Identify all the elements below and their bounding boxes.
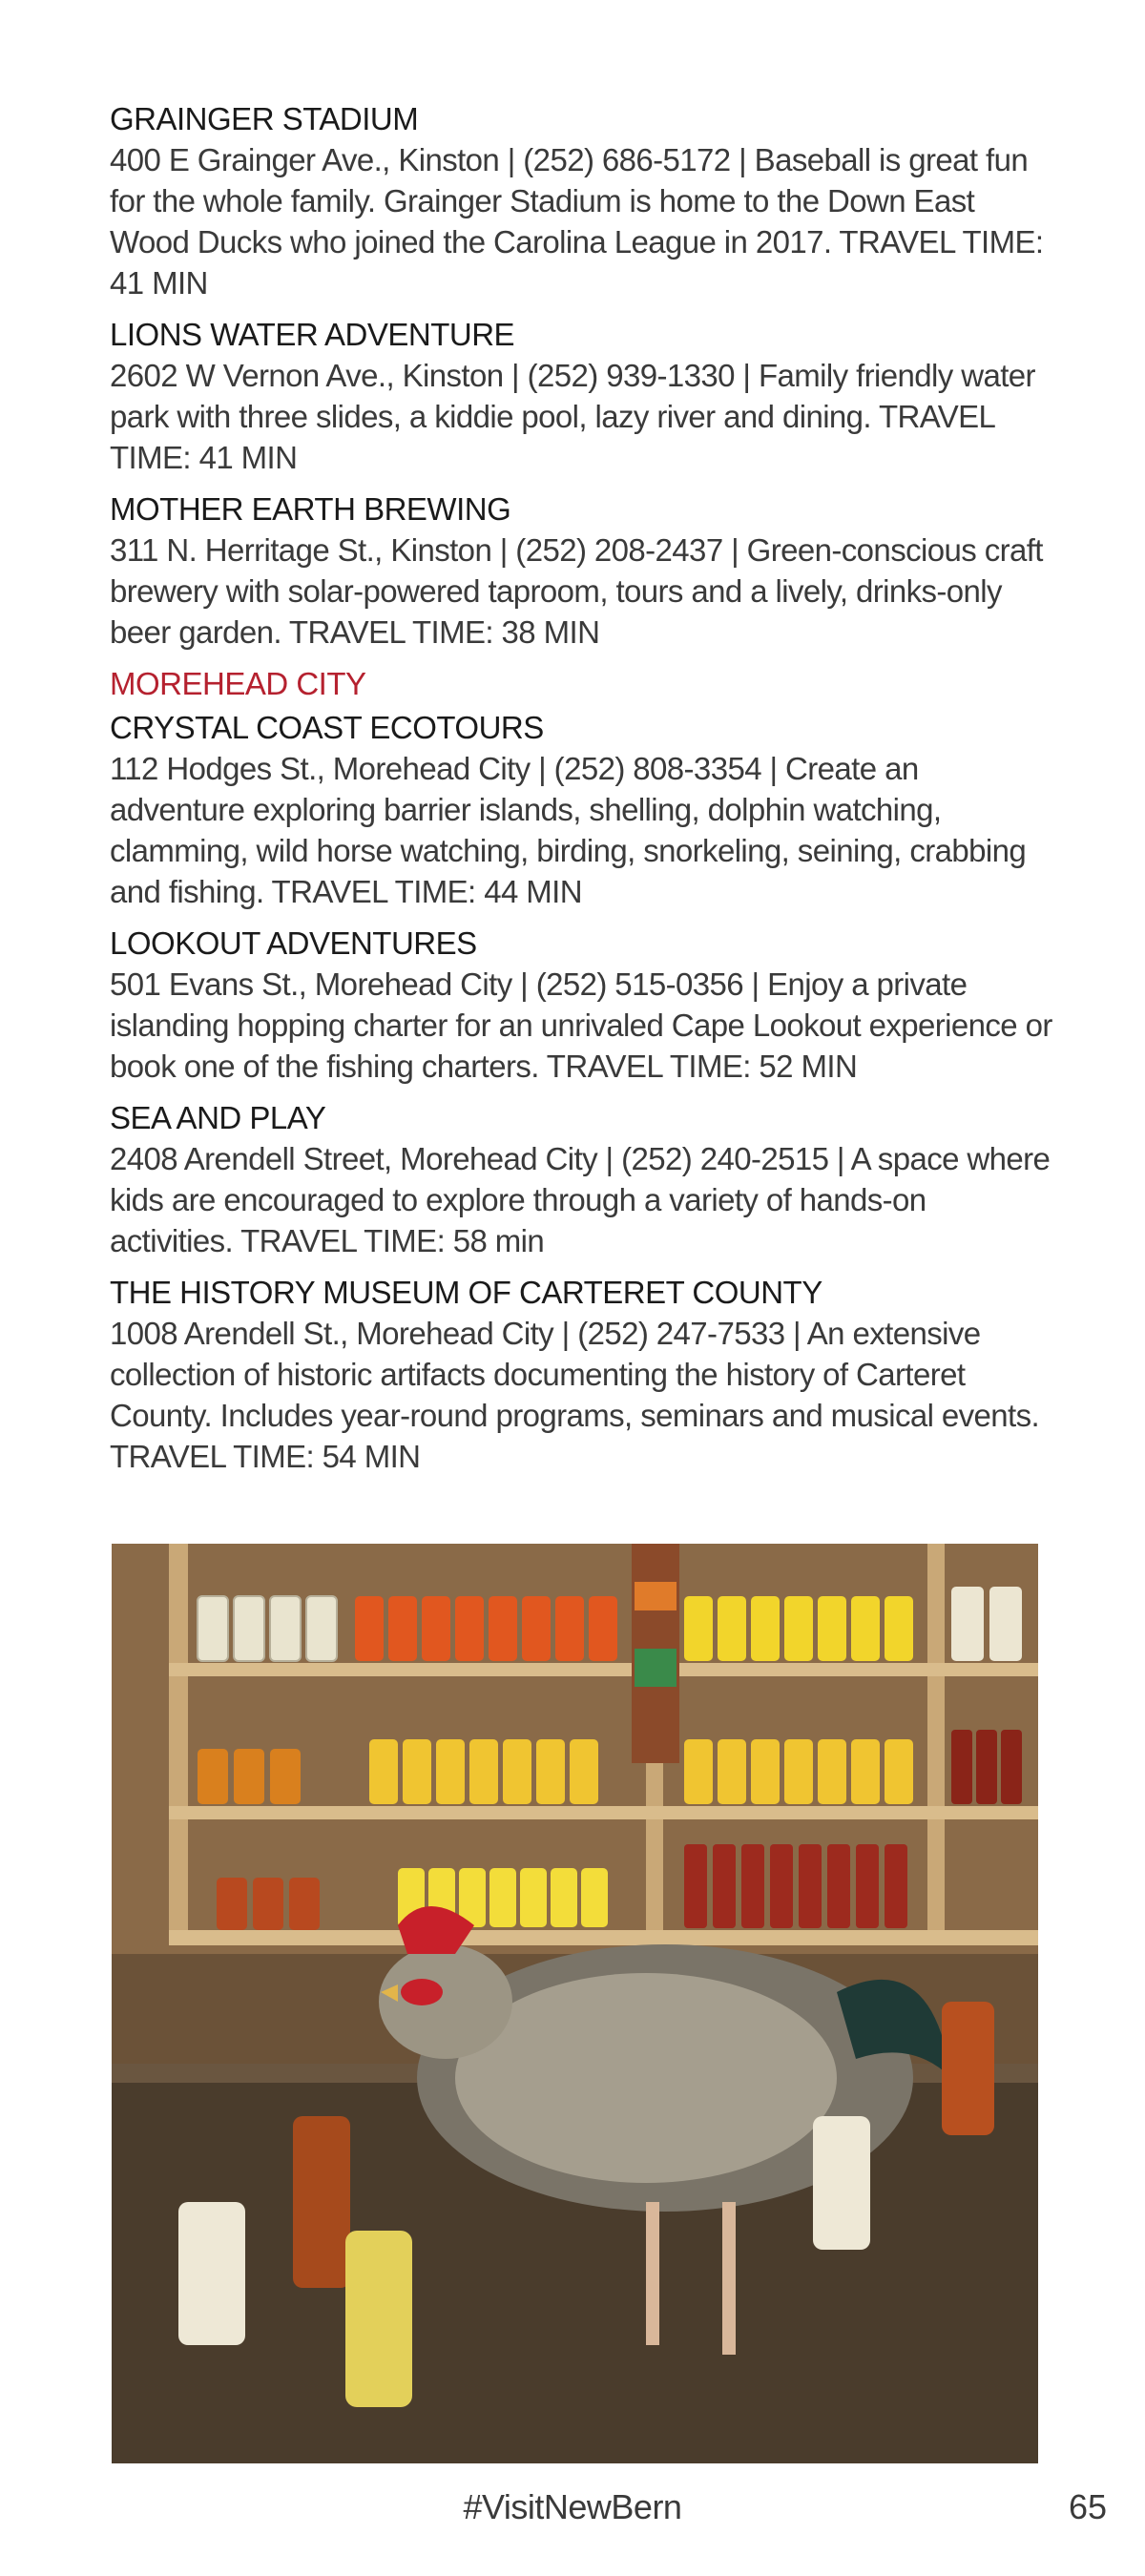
attraction-description: 311 N. Herritage St., Kinston | (252) 208-2437 | Green-conscious craft brewery with solar-powered taproom, tours and a lively, drinks-only beer garden. TRAVEL TIME: 38 MIN <box>110 532 1043 650</box>
attraction-description: 1008 Arendell St., Morehead City | (252) 247-7533 | An extensive collection of historic artifacts documenting the history of Carteret County. Includes year-round programs, seminars and musical events. TRAVEL TIME: 54 MIN <box>110 1316 1040 1474</box>
attraction-name: GRAINGER STADIUM <box>110 101 419 136</box>
page-number: 65 <box>1068 2487 1107 2526</box>
list-item <box>110 708 1054 912</box>
attraction-description: 400 E Grainger Ave., Kinston | (252) 686-5172 | Baseball is great fun for the whole family. Grainger Stadium is home to the Down East Wood Ducks who joined the Carolina League in 2017. TRAVEL TIME: 41 MIN <box>110 142 1044 301</box>
footer-hashtag: #VisitNewBern <box>463 2487 682 2526</box>
attraction-description: 2408 Arendell Street, Morehead City | (252) 240-2515 | A space where kids are encouraged to explore through a variety of hands-on activities. TRAVEL TIME: 58 min <box>110 1141 1051 1258</box>
list-item <box>110 315 1054 478</box>
rooster-shop-photo <box>112 1544 1038 2463</box>
attraction-name: THE HISTORY MUSEUM OF CARTERET COUNTY <box>110 1275 822 1310</box>
attraction-name: CRYSTAL COAST ECOTOURS <box>110 710 544 745</box>
list-item <box>110 489 1054 653</box>
attraction-description: 501 Evans St., Morehead City | (252) 515-0356 | Enjoy a private islanding hopping charter for an unrivaled Cape Lookout experience or book one of the fishing charters. TRAVEL TIME: 52 MIN <box>110 966 1052 1084</box>
section-heading-morehead-city: MOREHEAD CITY <box>110 666 366 701</box>
attraction-name: SEA AND PLAY <box>110 1100 326 1135</box>
attraction-description: 2602 W Vernon Ave., Kinston | (252) 939-1330 | Family friendly water park with three slides, a kiddie pool, lazy river and dining. TRAVEL TIME: 41 MIN <box>110 358 1035 475</box>
attraction-name: LIONS WATER ADVENTURE <box>110 317 515 352</box>
attraction-name: LOOKOUT ADVENTURES <box>110 925 477 961</box>
attractions-list <box>110 99 1054 1488</box>
list-item <box>110 99 1054 303</box>
attraction-description: 112 Hodges St., Morehead City | (252) 808-3354 | Create an adventure exploring barrier islands, shelling, dolphin watching, clamming, wild horse watching, birding, snorkeling, seining, crabbing and fishing. TRAVEL TIME: 44 MIN <box>110 751 1027 909</box>
list-item <box>110 1098 1054 1261</box>
attraction-name: MOTHER EARTH BREWING <box>110 491 511 527</box>
list-item <box>110 1273 1054 1477</box>
list-item <box>110 924 1054 1087</box>
